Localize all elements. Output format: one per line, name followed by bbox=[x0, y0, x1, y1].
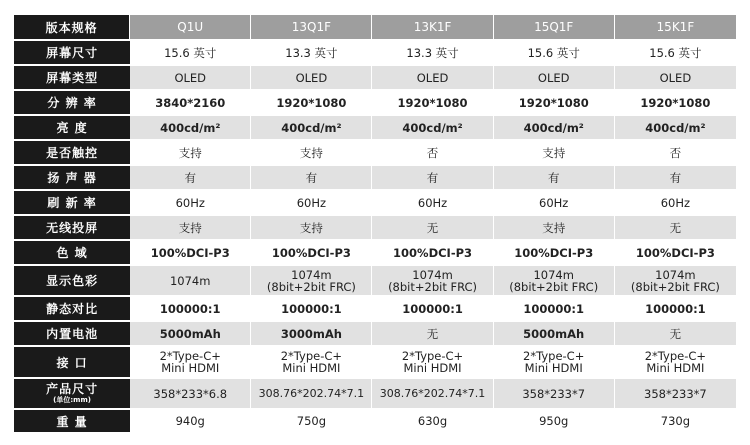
cell-line: 1074m bbox=[412, 267, 453, 282]
spec-cell: 有 bbox=[251, 166, 372, 189]
cell-line: 2*Type-C+ bbox=[159, 349, 221, 363]
row-label-unit: (单位:mm) bbox=[53, 396, 91, 404]
row-label: 显示色彩 bbox=[14, 266, 130, 295]
spec-cell: 100%DCI-P3 bbox=[130, 241, 251, 264]
model-header: 15K1F bbox=[615, 15, 736, 39]
spec-cell: 950g bbox=[494, 410, 615, 432]
spec-cell: 60Hz bbox=[372, 191, 493, 214]
spec-row-color-gamut bbox=[14, 241, 736, 264]
cell-line: 1074m bbox=[533, 267, 574, 282]
cell-line: 1074m bbox=[169, 273, 211, 288]
row-label: 接 口 bbox=[14, 347, 130, 377]
cell-line: (8bit+2bit FRC) bbox=[388, 279, 478, 294]
spec-row-screen-type bbox=[14, 66, 736, 89]
spec-cell: 15.6 英寸 bbox=[615, 41, 736, 64]
spec-cell: 60Hz bbox=[251, 191, 372, 214]
spec-cell: 13.3 英寸 bbox=[251, 41, 372, 64]
spec-cell: 无 bbox=[615, 322, 736, 345]
spec-cell: 有 bbox=[372, 166, 493, 189]
row-label-main: 产品尺寸 bbox=[46, 382, 99, 396]
row-label: 静态对比 bbox=[14, 297, 130, 320]
spec-cell: 13.3 英寸 bbox=[372, 41, 493, 64]
spec-row-touch bbox=[14, 141, 736, 164]
spec-cell: 1920*1080 bbox=[372, 91, 493, 114]
row-label: 扬 声 器 bbox=[14, 166, 130, 189]
spec-cell: OLED bbox=[130, 66, 251, 89]
spec-cell: 630g bbox=[372, 410, 493, 432]
spec-row-brightness bbox=[14, 116, 736, 139]
spec-row-wireless-cast bbox=[14, 216, 736, 239]
spec-cell: 无 bbox=[372, 216, 493, 239]
spec-cell: 无 bbox=[372, 322, 493, 345]
spec-cell: 308.76*202.74*7.1 bbox=[251, 379, 372, 408]
spec-cell: 有 bbox=[130, 166, 251, 189]
spec-cell: 100%DCI-P3 bbox=[494, 241, 615, 264]
row-label: 屏幕类型 bbox=[14, 66, 130, 89]
cell-line: (8bit+2bit FRC) bbox=[630, 279, 720, 294]
spec-cell: 100000:1 bbox=[372, 297, 493, 320]
spec-cell: 60Hz bbox=[615, 191, 736, 214]
spec-cell: OLED bbox=[494, 66, 615, 89]
row-label: 分 辨 率 bbox=[14, 91, 130, 114]
spec-cell: 358*233*6.8 bbox=[130, 379, 251, 408]
spec-cell: 支持 bbox=[494, 216, 615, 239]
cell-line: 2*Type-C+ bbox=[523, 349, 585, 363]
spec-row-refresh-rate bbox=[14, 191, 736, 214]
model-header: 13K1F bbox=[372, 15, 493, 39]
cell-line: 2*Type-C+ bbox=[644, 349, 707, 363]
cell-line: (8bit+2bit FRC) bbox=[509, 279, 599, 294]
spec-cell: 有 bbox=[615, 166, 736, 189]
cell-line: Mini HDMI bbox=[282, 361, 341, 375]
spec-row-screen-size bbox=[14, 41, 736, 64]
spec-table bbox=[14, 13, 736, 434]
row-label: 刷 新 率 bbox=[14, 191, 130, 214]
spec-cell: 15.6 英寸 bbox=[130, 41, 251, 64]
spec-cell: 3000mAh bbox=[251, 322, 372, 345]
cell-line: 2*Type-C+ bbox=[401, 349, 464, 363]
spec-cell: 支持 bbox=[251, 216, 372, 239]
spec-cell: 5000mAh bbox=[130, 322, 251, 345]
cell-line: (8bit+2bit FRC) bbox=[266, 279, 356, 294]
spec-cell: OLED bbox=[251, 66, 372, 89]
spec-cell: 1920*1080 bbox=[615, 91, 736, 114]
spec-cell bbox=[130, 266, 251, 295]
spec-cell bbox=[615, 266, 736, 295]
spec-cell: 940g bbox=[130, 410, 251, 432]
spec-cell: 100%DCI-P3 bbox=[251, 241, 372, 264]
spec-cell bbox=[494, 266, 615, 295]
spec-cell: 否 bbox=[372, 141, 493, 164]
spec-cell: 750g bbox=[251, 410, 372, 432]
row-label: 无线投屏 bbox=[14, 216, 130, 239]
cell-line: Mini HDMI bbox=[403, 361, 462, 375]
spec-cell: 支持 bbox=[251, 141, 372, 164]
cell-line: 2*Type-C+ bbox=[280, 349, 343, 363]
spec-cell: 308.76*202.74*7.1 bbox=[372, 379, 493, 408]
spec-cell: 有 bbox=[494, 166, 615, 189]
spec-cell: 1920*1080 bbox=[494, 91, 615, 114]
spec-cell: 100%DCI-P3 bbox=[372, 241, 493, 264]
row-label: 亮 度 bbox=[14, 116, 130, 139]
spec-cell: 无 bbox=[615, 216, 736, 239]
spec-cell: 3840*2160 bbox=[130, 91, 251, 114]
spec-cell: 358*233*7 bbox=[615, 379, 736, 408]
spec-cell bbox=[494, 347, 615, 377]
spec-cell bbox=[130, 347, 251, 377]
spec-cell: 15.6 英寸 bbox=[494, 41, 615, 64]
spec-cell bbox=[372, 347, 493, 377]
spec-row-display-colors bbox=[14, 266, 736, 295]
row-label: 是否触控 bbox=[14, 141, 130, 164]
header-row bbox=[14, 15, 736, 39]
spec-cell: OLED bbox=[615, 66, 736, 89]
spec-cell: 100000:1 bbox=[615, 297, 736, 320]
row-label bbox=[14, 379, 130, 408]
spec-cell: 否 bbox=[615, 141, 736, 164]
spec-row-ports bbox=[14, 347, 736, 377]
spec-cell: 400cd/m² bbox=[130, 116, 251, 139]
spec-cell: 400cd/m² bbox=[615, 116, 736, 139]
spec-cell: 1920*1080 bbox=[251, 91, 372, 114]
spec-cell bbox=[372, 266, 493, 295]
spec-cell: 支持 bbox=[494, 141, 615, 164]
model-header: 15Q1F bbox=[494, 15, 615, 39]
spec-cell: 5000mAh bbox=[494, 322, 615, 345]
spec-row-battery bbox=[14, 322, 736, 345]
spec-cell: 400cd/m² bbox=[372, 116, 493, 139]
cell-line: 1074m bbox=[291, 267, 332, 282]
spec-cell: 400cd/m² bbox=[251, 116, 372, 139]
spec-cell: 60Hz bbox=[494, 191, 615, 214]
spec-cell bbox=[251, 347, 372, 377]
model-header: 13Q1F bbox=[251, 15, 372, 39]
corner-label: 版本规格 bbox=[14, 15, 130, 39]
spec-row-contrast bbox=[14, 297, 736, 320]
model-header: Q1U bbox=[130, 15, 251, 39]
spec-cell bbox=[251, 266, 372, 295]
spec-cell: 支持 bbox=[130, 141, 251, 164]
cell-line: 1074m bbox=[655, 267, 696, 282]
row-label: 色 域 bbox=[14, 241, 130, 264]
spec-cell: 400cd/m² bbox=[494, 116, 615, 139]
spec-cell: 100000:1 bbox=[130, 297, 251, 320]
spec-cell: 60Hz bbox=[130, 191, 251, 214]
spec-cell: 支持 bbox=[130, 216, 251, 239]
spec-row-weight bbox=[14, 410, 736, 432]
spec-cell: 730g bbox=[615, 410, 736, 432]
spec-cell: 100%DCI-P3 bbox=[615, 241, 736, 264]
row-label: 屏幕尺寸 bbox=[14, 41, 130, 64]
row-label: 内置电池 bbox=[14, 322, 130, 345]
spec-cell: 358*233*7 bbox=[494, 379, 615, 408]
cell-line: Mini HDMI bbox=[524, 361, 583, 375]
cell-line: Mini HDMI bbox=[646, 361, 705, 375]
spec-cell: 100000:1 bbox=[251, 297, 372, 320]
spec-cell: OLED bbox=[372, 66, 493, 89]
cell-line: Mini HDMI bbox=[161, 361, 220, 375]
spec-row-speaker bbox=[14, 166, 736, 189]
spec-row-resolution bbox=[14, 91, 736, 114]
spec-row-dimensions bbox=[14, 379, 736, 408]
spec-cell bbox=[615, 347, 736, 377]
spec-cell: 100000:1 bbox=[494, 297, 615, 320]
row-label: 重 量 bbox=[14, 410, 130, 432]
